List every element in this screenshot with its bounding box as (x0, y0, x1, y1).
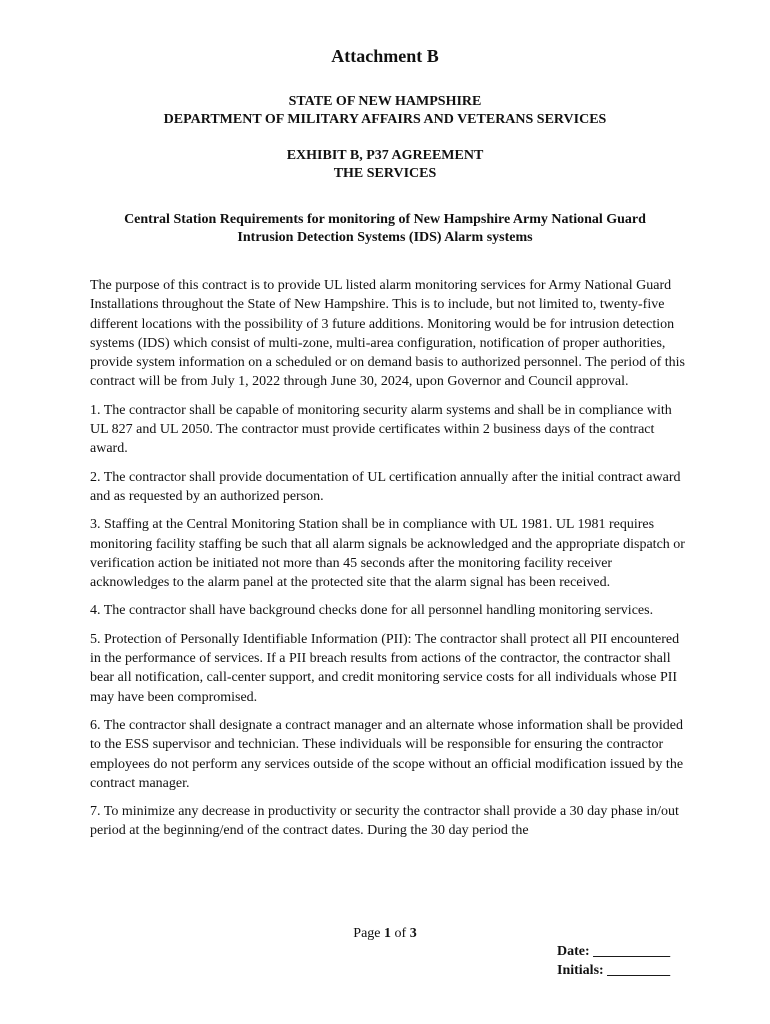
page-total: 3 (409, 926, 417, 941)
initials-field: Initials: _________ (557, 963, 671, 978)
section-subtitle (0, 211, 770, 247)
body-text (90, 276, 690, 850)
state-name: STATE OF NEW HAMPSHIRE (288, 94, 482, 109)
page-number (0, 926, 770, 942)
services-title: THE SERVICES (333, 166, 437, 181)
paragraph-item-4: 4. The contractor shall have background checks done for all personnel handling monitoring services. (90, 603, 654, 619)
paragraph-item-5: 5. Protection of Personally Identifiable Information (PII): The contractor shall protect all PII encountered in the performance of services. If a PII breach results from actions of the contractor, the contractor shall bear all notification, call-center support, and credit monitoring service costs for all individuals whose PII may have been compromised. (90, 631, 680, 705)
page-prefix: Page (353, 926, 385, 941)
subtitle-line-2: Intrusion Detection Systems (IDS) Alarm systems (237, 230, 533, 245)
paragraph-item-2: 2. The contractor shall provide documentation of UL certification annually after the initial contract award and as requested by an authorized person. (90, 469, 681, 504)
department-name: DEPARTMENT OF MILITARY AFFAIRS AND VETERANS SERVICES (163, 112, 607, 127)
paragraph-item-6: 6. The contractor shall designate a contract manager and an alternate whose information shall be provided to the ESS supervisor and technician. These individuals will be responsible for ensuring the contractor employees do not perform any services outside of the scope without an official modification issued by the contract manager. (90, 717, 684, 791)
signoff-block (557, 942, 670, 980)
paragraph-purpose: The purpose of this contract is to provide UL listed alarm monitoring services for Army National Guard Installations throughout the State of New Hampshire. This is to include, but not limited to, twenty-five different locations with the possibility of 3 future additions. Monitoring would be for intrusion detection systems (IDS) which consist of multi-zone, multi-area configuration, notification of proper authorities, provide system information on a scheduled or on demand basis to authorized personnel. The period of this contract will be from July 1, 2022 through June 30, 2024, upon Governor and Council approval. (90, 278, 685, 390)
subtitle-line-1: Central Station Requirements for monitoring of New Hampshire Army National Guard (124, 212, 646, 227)
paragraph-item-3: 3. Staffing at the Central Monitoring Station shall be in compliance with UL 1981. UL 1981 requires monitoring facility staffing be such that all alarm signals be acknowledged and the appropriate dispatch or verification action be initiated not more than 45 seconds after the monitoring facility receiver acknowledges to the alarm panel at the protected site that the alarm signal has been received. (90, 517, 685, 591)
exhibit-title: EXHIBIT B, P37 AGREEMENT (286, 148, 484, 163)
paragraph-item-1: 1. The contractor shall be capable of monitoring security alarm systems and shall be in compliance with UL 827 and UL 2050. The contractor must provide certificates within 2 business days of the contract award. (90, 402, 672, 457)
date-field: Date: ___________ (557, 944, 671, 959)
paragraph-item-7: 7. To minimize any decrease in productivity or security the contractor shall provide a 30 day phase in/out period at the beginning/end of the contract dates. During the 30 day period the (90, 804, 679, 839)
page-of: of (391, 926, 410, 941)
page-current: 1 (384, 926, 392, 941)
exhibit-header (0, 147, 770, 183)
attachment-title: Attachment B (331, 46, 439, 66)
agency-header (0, 93, 770, 129)
